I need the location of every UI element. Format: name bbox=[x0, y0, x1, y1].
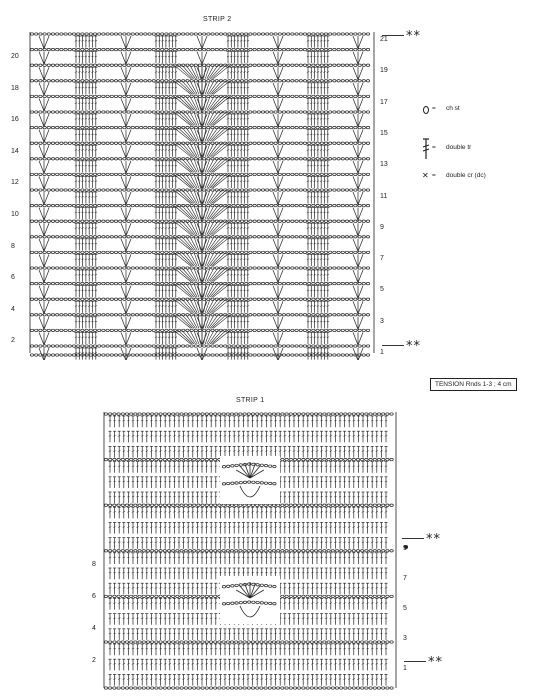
row-number: 5 bbox=[403, 605, 407, 612]
row-number: 15 bbox=[380, 129, 388, 137]
strip1-title: STRIP 1 bbox=[236, 397, 265, 404]
row-number: 13 bbox=[380, 161, 388, 169]
row-number: 12 bbox=[11, 179, 19, 187]
row-number: 4 bbox=[92, 625, 96, 632]
row-number: 4 bbox=[11, 305, 15, 313]
legend-label-double-tr: double tr bbox=[446, 144, 472, 151]
row-number: 5 bbox=[380, 286, 384, 294]
legend-label-ch-st: ch st bbox=[446, 105, 460, 112]
strip2-chart bbox=[26, 28, 378, 360]
row-number: 20 bbox=[11, 53, 19, 60]
chain-stitch-icon bbox=[423, 106, 429, 114]
row-number: 7 bbox=[380, 255, 384, 263]
row-number: 16 bbox=[11, 116, 19, 124]
strip1-marker-top-line bbox=[402, 538, 424, 539]
strip2-title: STRIP 2 bbox=[203, 16, 232, 23]
strip1-dot-marker bbox=[404, 545, 408, 549]
row-number: 11 bbox=[380, 192, 388, 200]
row-number: 1 bbox=[403, 665, 407, 672]
strip1-chart bbox=[100, 406, 400, 696]
legend-label-double-cr: double cr (dc) bbox=[446, 172, 486, 179]
strip1-chart-svg bbox=[100, 406, 400, 696]
strip1-marker-bottom-line bbox=[404, 661, 426, 662]
row-number: 3 bbox=[380, 317, 384, 325]
tension-box: TENSION Rnds 1-3 ; 4 cm bbox=[430, 378, 517, 391]
row-number: 18 bbox=[11, 84, 19, 92]
row-number: 10 bbox=[11, 211, 19, 218]
row-number: 14 bbox=[11, 147, 19, 155]
row-number: 1 bbox=[380, 349, 384, 356]
row-number: 2 bbox=[92, 657, 96, 664]
row-number: 19 bbox=[380, 67, 388, 75]
strip2-marker-bottom-line bbox=[382, 345, 404, 346]
row-number: 21 bbox=[380, 36, 388, 43]
row-number: 17 bbox=[380, 98, 388, 106]
row-number: 8 bbox=[11, 242, 15, 250]
row-number: 6 bbox=[11, 274, 15, 282]
row-number: 9 bbox=[380, 223, 384, 231]
row-number: 2 bbox=[11, 337, 15, 345]
strip2-marker-top: ** bbox=[406, 29, 421, 44]
row-number: 6 bbox=[92, 593, 96, 600]
strip2-marker-top-line bbox=[382, 35, 404, 36]
double-tr-icon bbox=[422, 138, 430, 160]
strip1-marker-top: ** bbox=[426, 532, 441, 547]
legend: = ch st = double tr ✕ = double cr (dc) bbox=[422, 105, 486, 180]
row-number: 3 bbox=[403, 635, 407, 642]
row-number: 7 bbox=[403, 575, 407, 582]
strip2-marker-bottom: ** bbox=[406, 339, 421, 354]
strip1-marker-bottom: ** bbox=[428, 655, 443, 670]
row-number: 8 bbox=[92, 561, 96, 568]
strip2-chart-svg bbox=[26, 28, 378, 360]
double-crochet-icon: ✕ bbox=[422, 171, 429, 180]
